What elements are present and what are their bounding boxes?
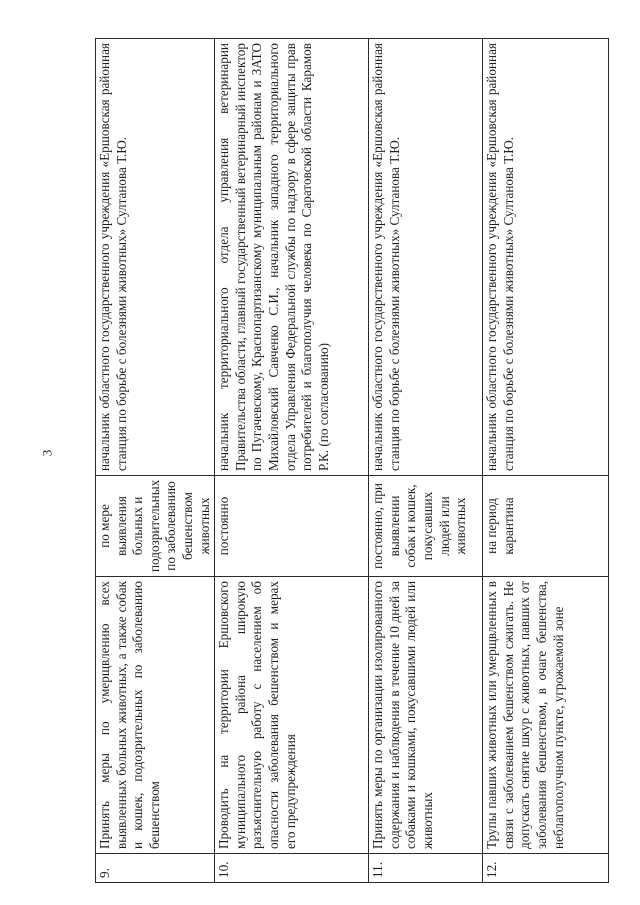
table-row bbox=[215, 39, 369, 883]
row-number: 10. bbox=[215, 854, 369, 883]
task-cell: Проводить на территории Ершовского муниципального района широкую разъяснительную работу с населением об опасности заболевания бешенством и мерах его предупреждения bbox=[215, 577, 369, 854]
task-cell: Принять меры по умерщвлению всех выявленных больных животных, а также собак и кошек, подозрительных по заболеванию бешенством bbox=[96, 577, 215, 854]
task-cell: Принять меры по организации изолированного содержания и наблюдения в течение 10 дней за собаками и кошками, покусавшими людей или животных bbox=[369, 577, 483, 854]
responsible-cell: начальник территориального отдела управления ветеринарии Правительства области, главный государственный ветеринарный инспектор по Пугачевскому, Краснопартизанскому муниципальным районам и ЗАТО Михайловский Савченко С.И., начальник западного территориального отдела Управления Федеральной службы по надзору в сфере защиты прав потребителей и благополучия человека по Саратовской области Карамов Р.К. (по согласованию) bbox=[215, 39, 369, 476]
period-cell: на период карантина bbox=[483, 476, 609, 577]
table-row bbox=[96, 39, 215, 883]
rotated-table-wrapper bbox=[95, 38, 603, 883]
table-row bbox=[483, 39, 609, 883]
measures-table bbox=[95, 38, 609, 883]
table-row bbox=[369, 39, 483, 883]
responsible-cell: начальник областного государственного учреждения «Ершовская районная станция по борьбе с болезнями животных» Султанова Т.Ю. bbox=[483, 39, 609, 476]
period-cell: постоянно, при выявлении собак и кошек, покусавших людей или животных bbox=[369, 476, 483, 577]
row-number: 9. bbox=[96, 854, 215, 883]
task-cell: Трупы павших животных или умерщвленных в связи с заболеванием бешенством сжигать. Не допускать снятие шкур с животных, павших от заболевания бешенством, в очаге бешенства, неблагополучном пункте, угрожаемой зоне bbox=[483, 577, 609, 854]
page-number: 3 bbox=[39, 449, 55, 457]
responsible-cell: начальник областного государственного учреждения «Ершовская районная станция по борьбе с болезнями животных» Султанова Т.Ю. bbox=[369, 39, 483, 476]
period-cell: постоянно bbox=[215, 476, 369, 577]
row-number: 12. bbox=[483, 854, 609, 883]
responsible-cell: начальник областного государственного учреждения «Ершовская районная станция по борьбе с болезнями животных» Султанова Т.Ю. bbox=[96, 39, 215, 476]
row-number: 11. bbox=[369, 854, 483, 883]
period-cell: по мере выявления больных и подозрительных по заболеванию бешенством животных bbox=[96, 476, 215, 577]
